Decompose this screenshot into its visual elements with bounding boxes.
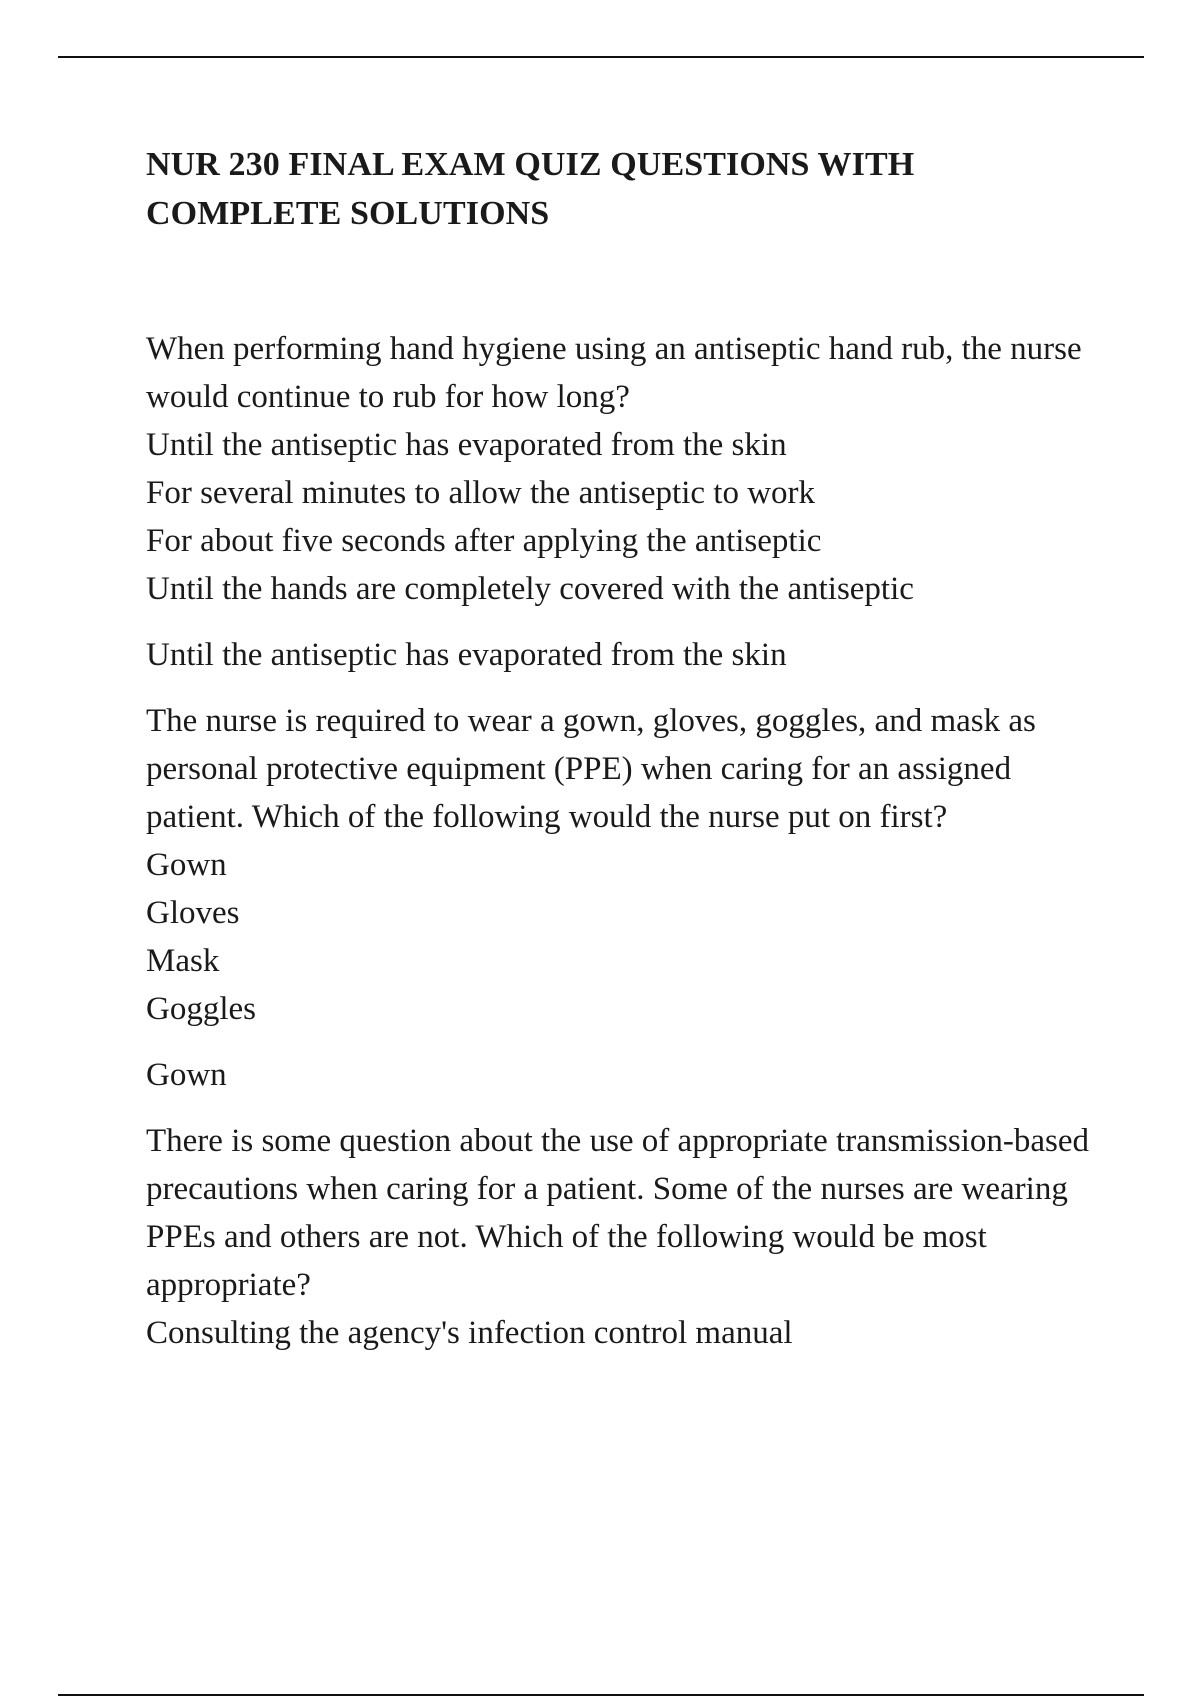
option-item: For about five seconds after applying the antiseptic (146, 523, 822, 559)
option-item: Gloves (146, 895, 240, 931)
option-item: Until the hands are completely covered with the antiseptic (146, 571, 914, 607)
option-item: Goggles (146, 991, 256, 1027)
document-title: NUR 230 FINAL EXAM QUIZ QUESTIONS WITH COMPLETE SOLUTIONS (146, 146, 915, 232)
answer-options (146, 841, 1106, 1033)
option-item: For several minutes to allow the antiseptic to work (146, 475, 816, 511)
option-item: Until the antiseptic has evaporated from the skin (146, 427, 787, 463)
option-item: Mask (146, 943, 220, 979)
question-block-1 (146, 325, 1106, 679)
document-body (146, 140, 1106, 1357)
question-list (146, 325, 1106, 1357)
correct-answer: Until the antiseptic has evaporated from the skin (146, 637, 787, 673)
answer-options (146, 1309, 1106, 1357)
header-rule (58, 56, 1144, 58)
question-text: When performing hand hygiene using an antiseptic hand rub, the nurse would continue to rub for how long? (146, 331, 1082, 415)
correct-answer: Gown (146, 1057, 227, 1093)
question-block-2 (146, 697, 1106, 1099)
question-text: The nurse is required to wear a gown, gloves, goggles, and mask as personal protective equipment (PPE) when caring for an assigned patient. Which of the following would the nurse put on first? (146, 703, 1036, 835)
footer-rule (58, 1694, 1144, 1696)
answer-options (146, 421, 1106, 613)
question-text: There is some question about the use of appropriate transmission-based precautions when caring for a patient. Some of the nurses are wearing PPEs and others are not. Which of the following would be most appropriate? (146, 1123, 1090, 1303)
option-item: Gown (146, 847, 227, 883)
option-item: Consulting the agency's infection control manual (146, 1315, 793, 1351)
question-block-3 (146, 1117, 1106, 1357)
